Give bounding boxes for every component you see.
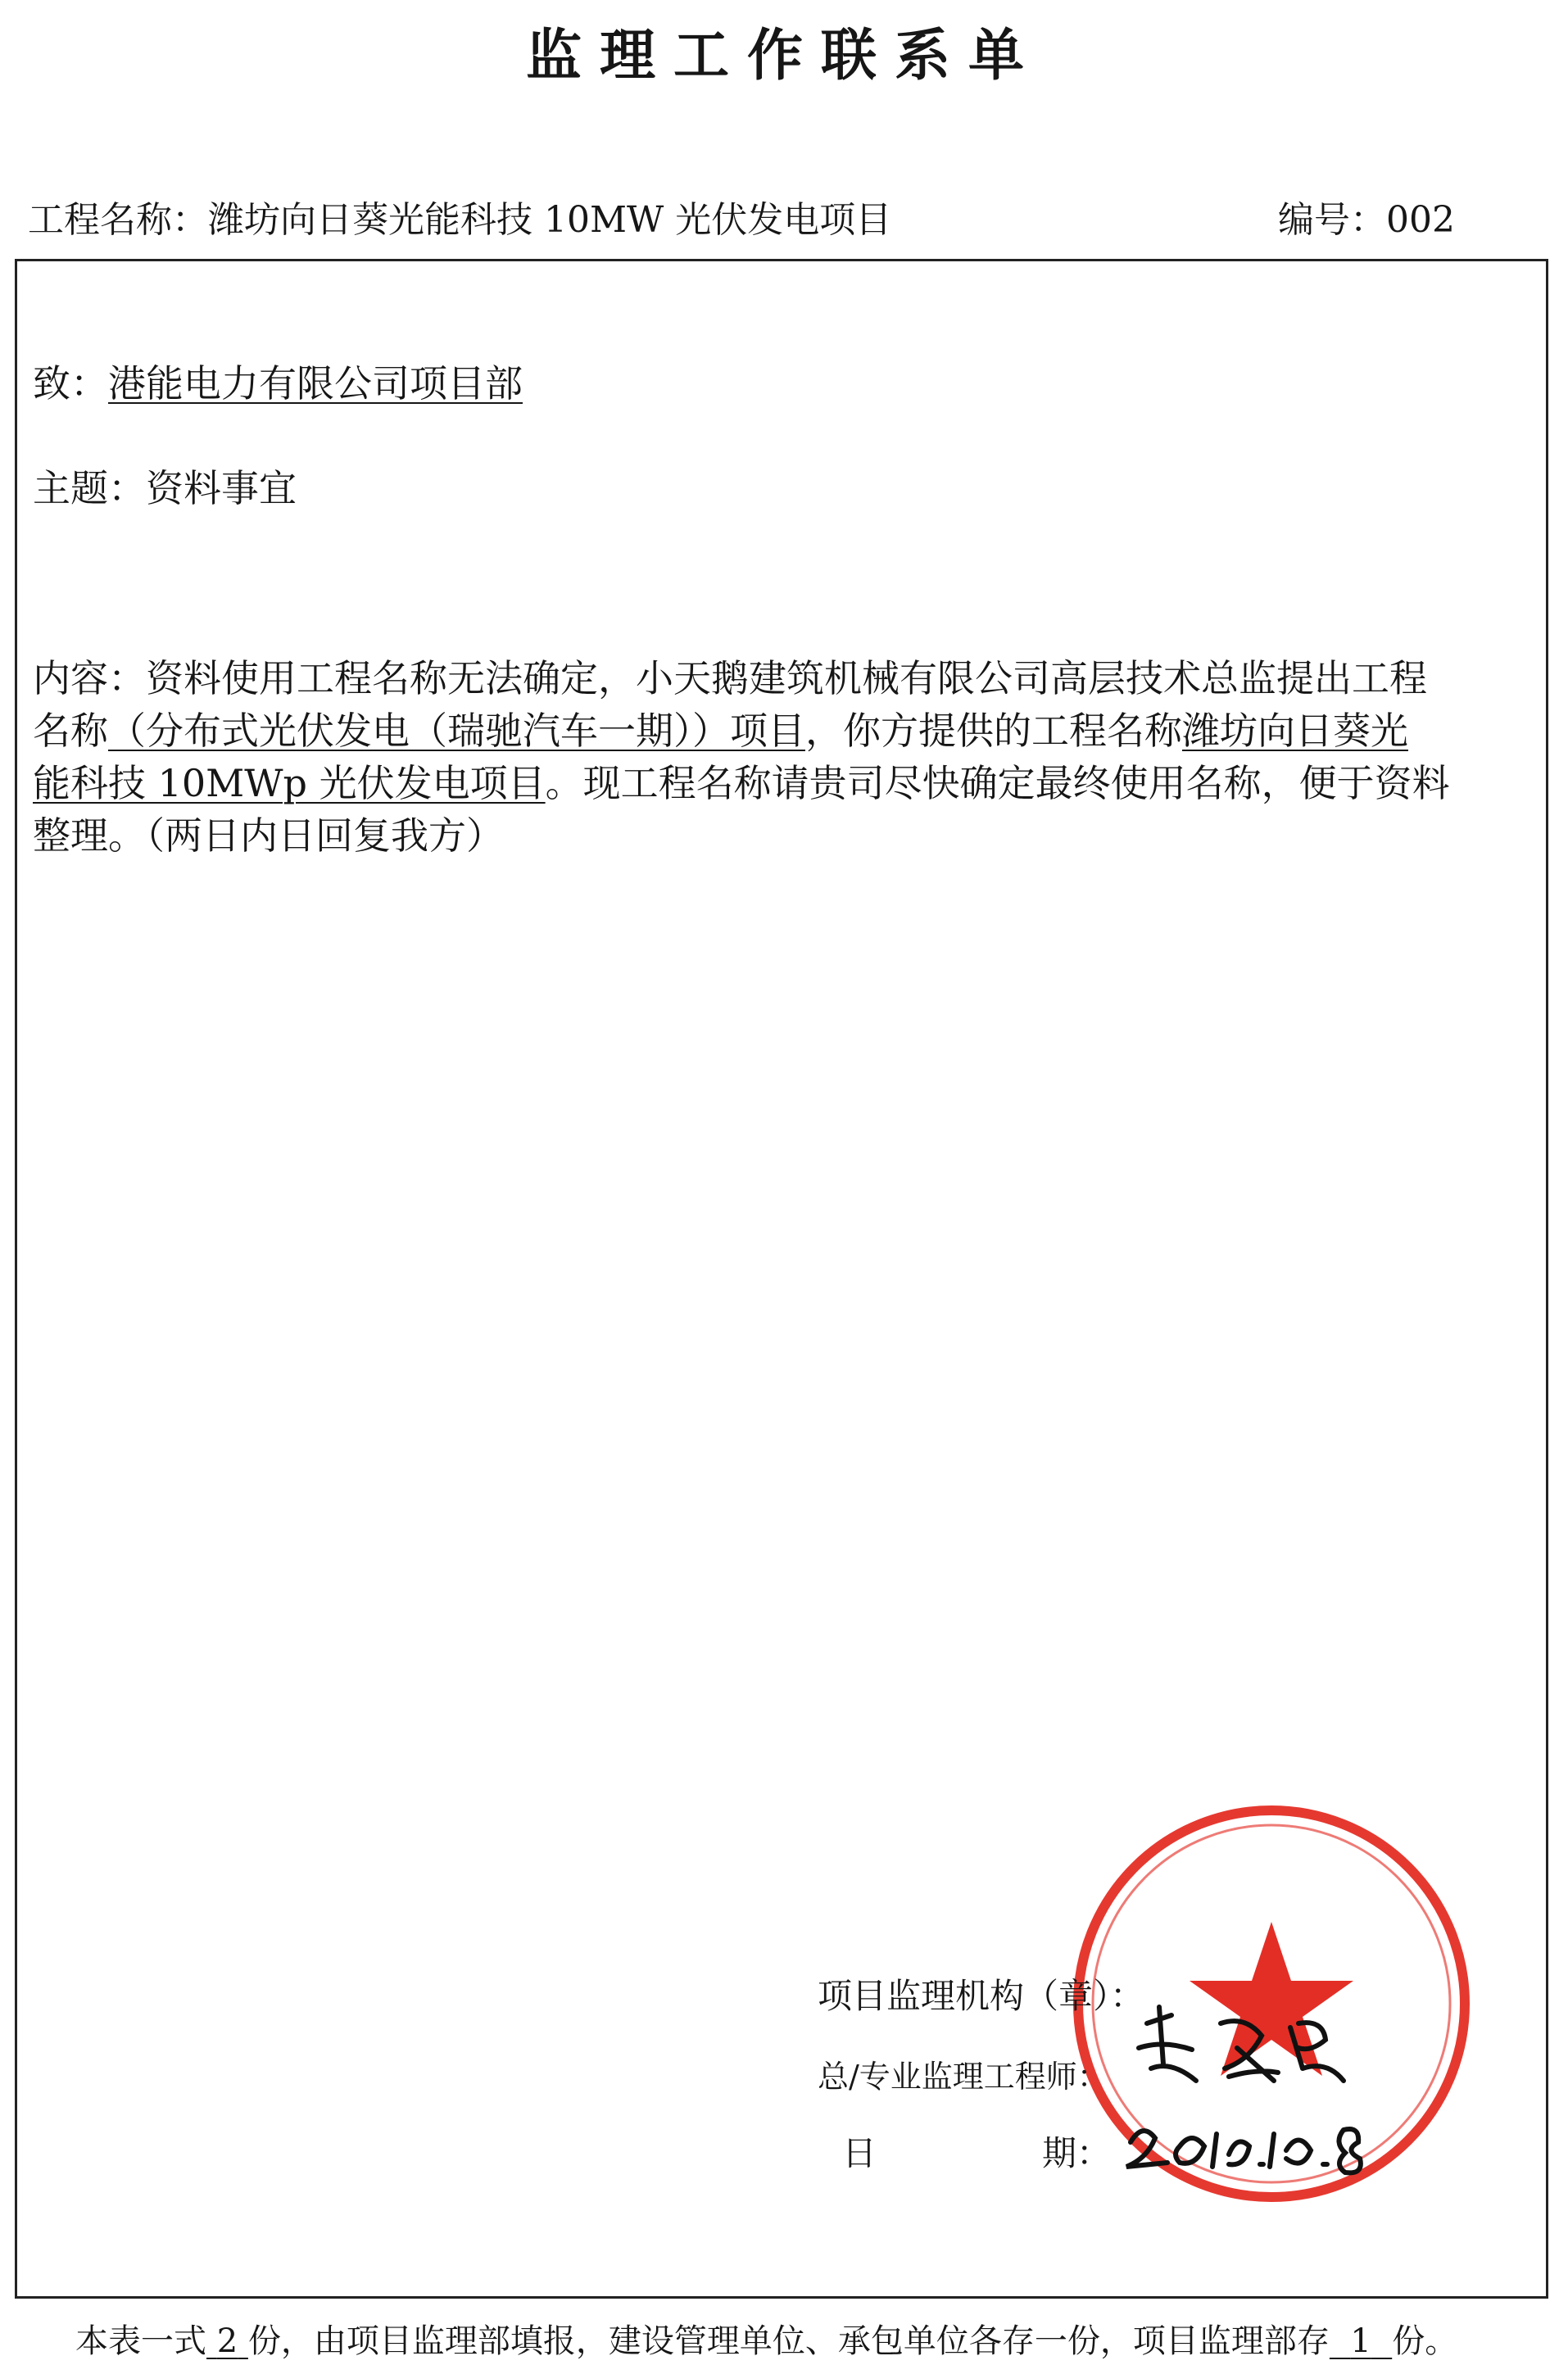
handwritten-date-stroke — [1126, 2129, 1361, 2172]
footer-note — [75, 2315, 1457, 2362]
supervision-engineer-label: 总/专业监理工程师： — [818, 2059, 1108, 2095]
content-text-2c: ，你方提供的工程名称 — [805, 709, 1182, 753]
content-text-4: 整理。（两日内日回复我方） — [33, 813, 504, 858]
signature-stroke-3 — [1290, 2023, 1344, 2081]
supervision-org-label: 项目监理机构（章）： — [818, 1976, 1145, 2016]
proposed-project-name: （分布式光伏发电（瑞驰汽车一期））项目 — [108, 709, 805, 753]
subject-label: 主题： — [33, 466, 146, 510]
content-text-2a: 名称 — [33, 709, 108, 753]
document-title: 监理工作联系单 — [525, 24, 1042, 88]
provided-project-name-part2: 能科技 10MWp 光伏发电项目 — [33, 761, 546, 805]
signature-stroke-1 — [1139, 2007, 1196, 2081]
content-line-3 — [33, 757, 1540, 809]
document-number-label: 编号： — [1278, 199, 1386, 241]
content-text-3b: 。现工程名称请贵司尽快确定最终使用名称，便于资料 — [545, 761, 1450, 805]
content-line-1 — [33, 652, 1540, 704]
footer-text-a: 本表一式 — [75, 2322, 206, 2360]
provided-project-name-part1: 潍坊向日葵光 — [1182, 709, 1408, 753]
content-body — [33, 652, 1540, 862]
content-line-2 — [33, 704, 1540, 757]
subject-line — [33, 459, 297, 513]
recipient-label: 致： — [33, 361, 108, 405]
recipient-line — [33, 354, 523, 408]
project-name-value: 潍坊向日葵光能科技 10MW 光伏发电项目 — [208, 199, 892, 241]
copies-kept — [1330, 2322, 1392, 2360]
project-name-line — [28, 190, 891, 242]
copies-total-value: 2 — [216, 2322, 238, 2360]
document-number-line — [1278, 190, 1455, 242]
handwritten-signature-and-date — [1114, 1991, 1409, 2204]
content-line-4 — [33, 809, 1540, 862]
content-text-1: 资料使用工程名称无法确定，小天鹅建筑机械有限公司高层技术总监提出工程 — [146, 656, 1427, 700]
footer-text-b: 份，由项目监理部填报，建设管理单位、承包单位各存一份，项目监理部存 — [247, 2322, 1330, 2360]
document-number-value: 002 — [1386, 199, 1455, 241]
recipient-value: 港能电力有限公司项目部 — [108, 361, 523, 405]
project-name-label: 工程名称： — [28, 199, 208, 241]
date-label-second: 期： — [1042, 2133, 1112, 2173]
copies-kept-value: 1 — [1350, 2322, 1371, 2360]
subject-value: 资料事宜 — [146, 466, 297, 510]
signature-stroke-2 — [1221, 2021, 1278, 2081]
date-label-first: 日 — [842, 2133, 877, 2173]
copies-total — [206, 2322, 248, 2360]
footer-text-c: 份。 — [1392, 2322, 1458, 2360]
content-label: 内容： — [33, 656, 146, 700]
